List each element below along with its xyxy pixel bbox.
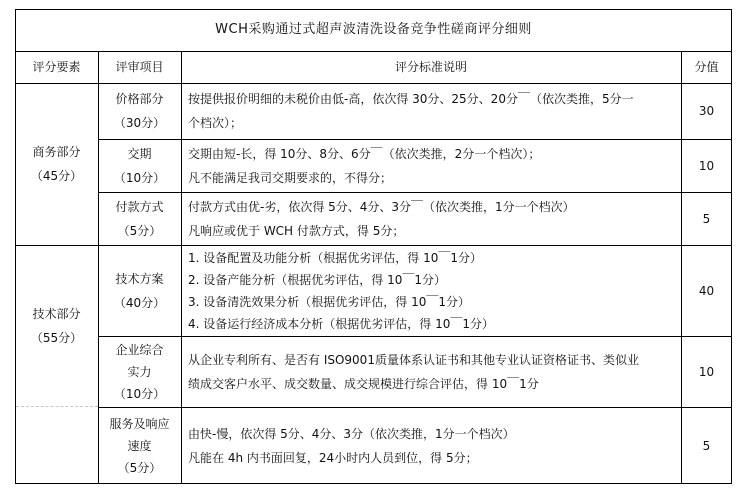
score-price [681, 83, 732, 139]
criteria-delivery [181, 139, 681, 192]
criteria-line: 从企业专利所有、是否有 ISO9001质量体系认证书和其他专业认证资格证书、类似业 [188, 352, 639, 367]
score-delivery [681, 139, 732, 192]
criteria-line: 凡不能满足我司交期要求的，不得分； [188, 170, 393, 185]
header-score-label: 分值 [694, 60, 719, 74]
item-service [98, 407, 181, 484]
criteria-line: 由快-慢，依次得 5分、4分、3分（依次类推，1分一个档次） [188, 426, 515, 441]
header-factor-label: 评分要素 [32, 60, 81, 74]
criteria-line: 4. 设备运行经济成本分析（根据优劣评估，得 10￣1分） [188, 316, 494, 331]
header-item-label: 评审项目 [115, 60, 164, 74]
score-value: 30 [698, 104, 715, 118]
criteria-line: 1. 设备配置及功能分析（根据优劣评估，得 10￣1分） [188, 250, 482, 265]
criteria-line: 交期由短-长，得 10分、8分、6分￣（依次类推，2分一个档次）； [188, 146, 541, 161]
criteria-line: 凡能在 4h 内书面回复，24小时内人员到位，得 5分； [188, 450, 478, 465]
item-points: （5分） [117, 223, 162, 238]
item-name: 价格部分 [115, 92, 164, 106]
criteria-payment [181, 192, 681, 245]
score-tech-plan [681, 245, 732, 336]
header-score [681, 51, 732, 83]
item-name: 付款方式 [115, 199, 164, 214]
criteria-company-strength [181, 336, 681, 407]
criteria-line: 绩成交客户水平、成交数量、成交规模进行综合评估，得 10￣1分 [188, 376, 539, 391]
score-value: 10 [698, 364, 715, 379]
criteria-service [181, 407, 681, 484]
item-points: （5分） [117, 460, 162, 475]
table-title [15, 9, 732, 51]
item-points: （30分） [113, 116, 166, 130]
item-delivery [98, 139, 181, 192]
item-price [98, 83, 181, 139]
criteria-line: 付款方式由优-劣，依次得 5分、4分、3分￣（依次类推，1分一个档次） [188, 199, 575, 214]
item-payment [98, 192, 181, 245]
item-name: 企业综合 [115, 342, 164, 357]
item-points: （10分） [113, 170, 166, 185]
section-points: （45分） [30, 169, 83, 183]
header-factor [15, 51, 98, 83]
section-points: （55分） [30, 330, 83, 345]
header-criteria-label: 评分标准说明 [394, 60, 467, 74]
score-service [681, 407, 732, 484]
section-name: 商务部分 [32, 145, 81, 159]
section-business [15, 83, 98, 245]
item-points: （10分） [113, 386, 166, 401]
criteria-line: 个档次）； [188, 116, 243, 130]
item-name: 技术方案 [115, 271, 164, 286]
item-name: 服务及响应 [109, 416, 170, 431]
criteria-price [181, 83, 681, 139]
dashed-divider [16, 406, 98, 407]
score-value: 40 [698, 283, 715, 298]
score-value: 10 [698, 158, 715, 173]
criteria-line: 2. 设备产能分析（根据优劣评估，得 10￣1分） [188, 272, 446, 287]
header-item [98, 51, 181, 83]
score-value: 5 [702, 438, 711, 453]
score-company-strength [681, 336, 732, 407]
criteria-line: 3. 设备清洗效果分析（根据优劣评估，得 10￣1分） [188, 294, 470, 309]
item-tech-plan [98, 245, 181, 336]
title-text: WCH采购通过式超声波清洗设备竞争性磋商评分细则 [215, 22, 532, 37]
criteria-line: 凡响应或优于 WCH 付款方式，得 5分； [188, 223, 405, 238]
criteria-line: 按提供报价明细的未税价由低-高，依次得 30分、25分、20分￣（依次类推，5分一 [188, 92, 634, 106]
score-payment [681, 192, 732, 245]
item-company-strength [98, 336, 181, 407]
criteria-tech-plan [181, 245, 681, 336]
section-technical [15, 245, 98, 406]
score-value: 5 [702, 211, 711, 226]
item-name: 交期 [127, 146, 152, 161]
item-name: 速度 [127, 438, 152, 453]
item-points: （40分） [113, 295, 166, 310]
header-criteria [181, 51, 681, 83]
item-name: 实力 [127, 364, 152, 379]
section-name: 技术部分 [32, 306, 81, 321]
